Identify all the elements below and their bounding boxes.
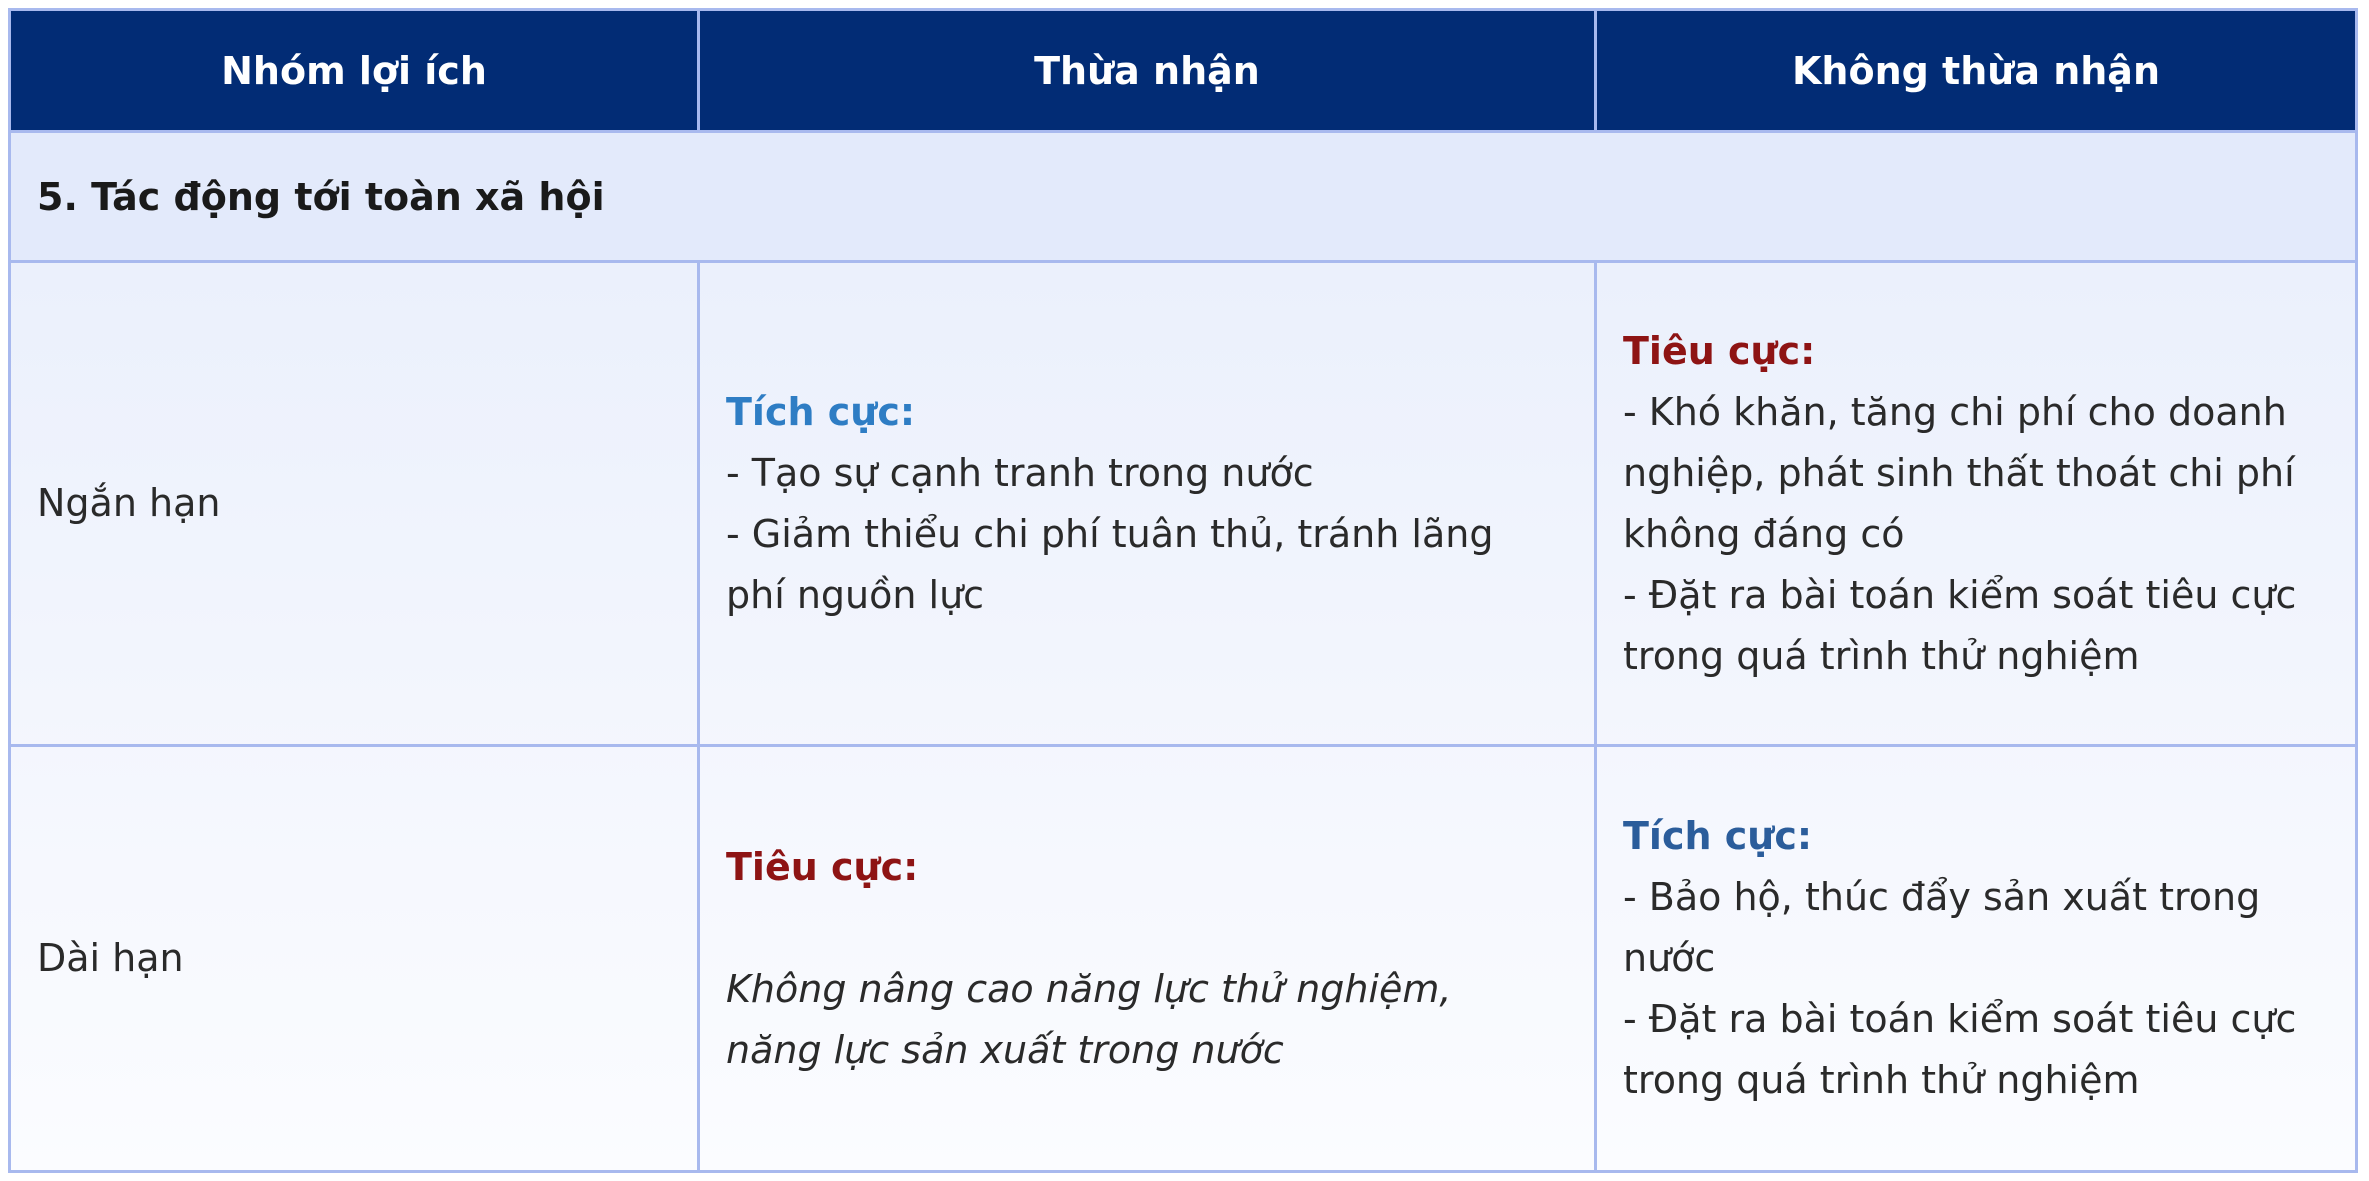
cell-line: Không nâng cao năng lực thử nghiệm, năng lực sản xuất trong nước bbox=[726, 966, 1452, 1072]
cell-line: - Bảo hộ, thúc đẩy sản xuất trong nước bbox=[1623, 875, 2261, 980]
cell-not-recognized bbox=[1597, 263, 2355, 744]
header-not-recognized: Không thừa nhận bbox=[1791, 48, 2161, 93]
header-stakeholder-group: Nhóm lợi ích bbox=[11, 11, 700, 130]
section-title: 5. Tác động tới toàn xã hội bbox=[11, 133, 2355, 263]
negative-heading: Tiêu cực: bbox=[726, 844, 919, 889]
row-label-text: Dài hạn bbox=[37, 936, 184, 980]
cell-line: - Khó khăn, tăng chi phí cho doanh nghiệp, phát sinh thất thoát chi phí không đáng có bbox=[1623, 389, 2295, 556]
comparison-table bbox=[8, 8, 2358, 1173]
cell-line: - Tạo sự cạnh tranh trong nước bbox=[726, 450, 1314, 495]
header-recognized: Thừa nhận bbox=[700, 11, 1597, 130]
row-label bbox=[11, 263, 700, 744]
cell-line: - Đặt ra bài toán kiểm soát tiêu cực trong quá trình thử nghiệm bbox=[1623, 572, 2297, 678]
row-label-text: Ngắn hạn bbox=[37, 481, 221, 525]
positive-heading: Tích cực: bbox=[1623, 814, 1813, 858]
spacer bbox=[726, 898, 1534, 959]
cell-not-recognized bbox=[1597, 747, 2355, 1170]
positive-heading: Tích cực: bbox=[726, 389, 916, 434]
table-header bbox=[11, 11, 2355, 133]
cell-recognized bbox=[700, 263, 1597, 744]
table-row-long-term bbox=[11, 747, 2355, 1170]
row-label bbox=[11, 747, 700, 1170]
cell-line: - Đặt ra bài toán kiểm soát tiêu cực trong quá trình thử nghiệm bbox=[1623, 997, 2297, 1102]
cell-line: - Giảm thiểu chi phí tuân thủ, tránh lãng phí nguồn lực bbox=[726, 511, 1494, 617]
table-row-short-term bbox=[11, 263, 2355, 747]
cell-recognized bbox=[700, 747, 1597, 1170]
negative-heading: Tiêu cực: bbox=[1623, 328, 1816, 373]
